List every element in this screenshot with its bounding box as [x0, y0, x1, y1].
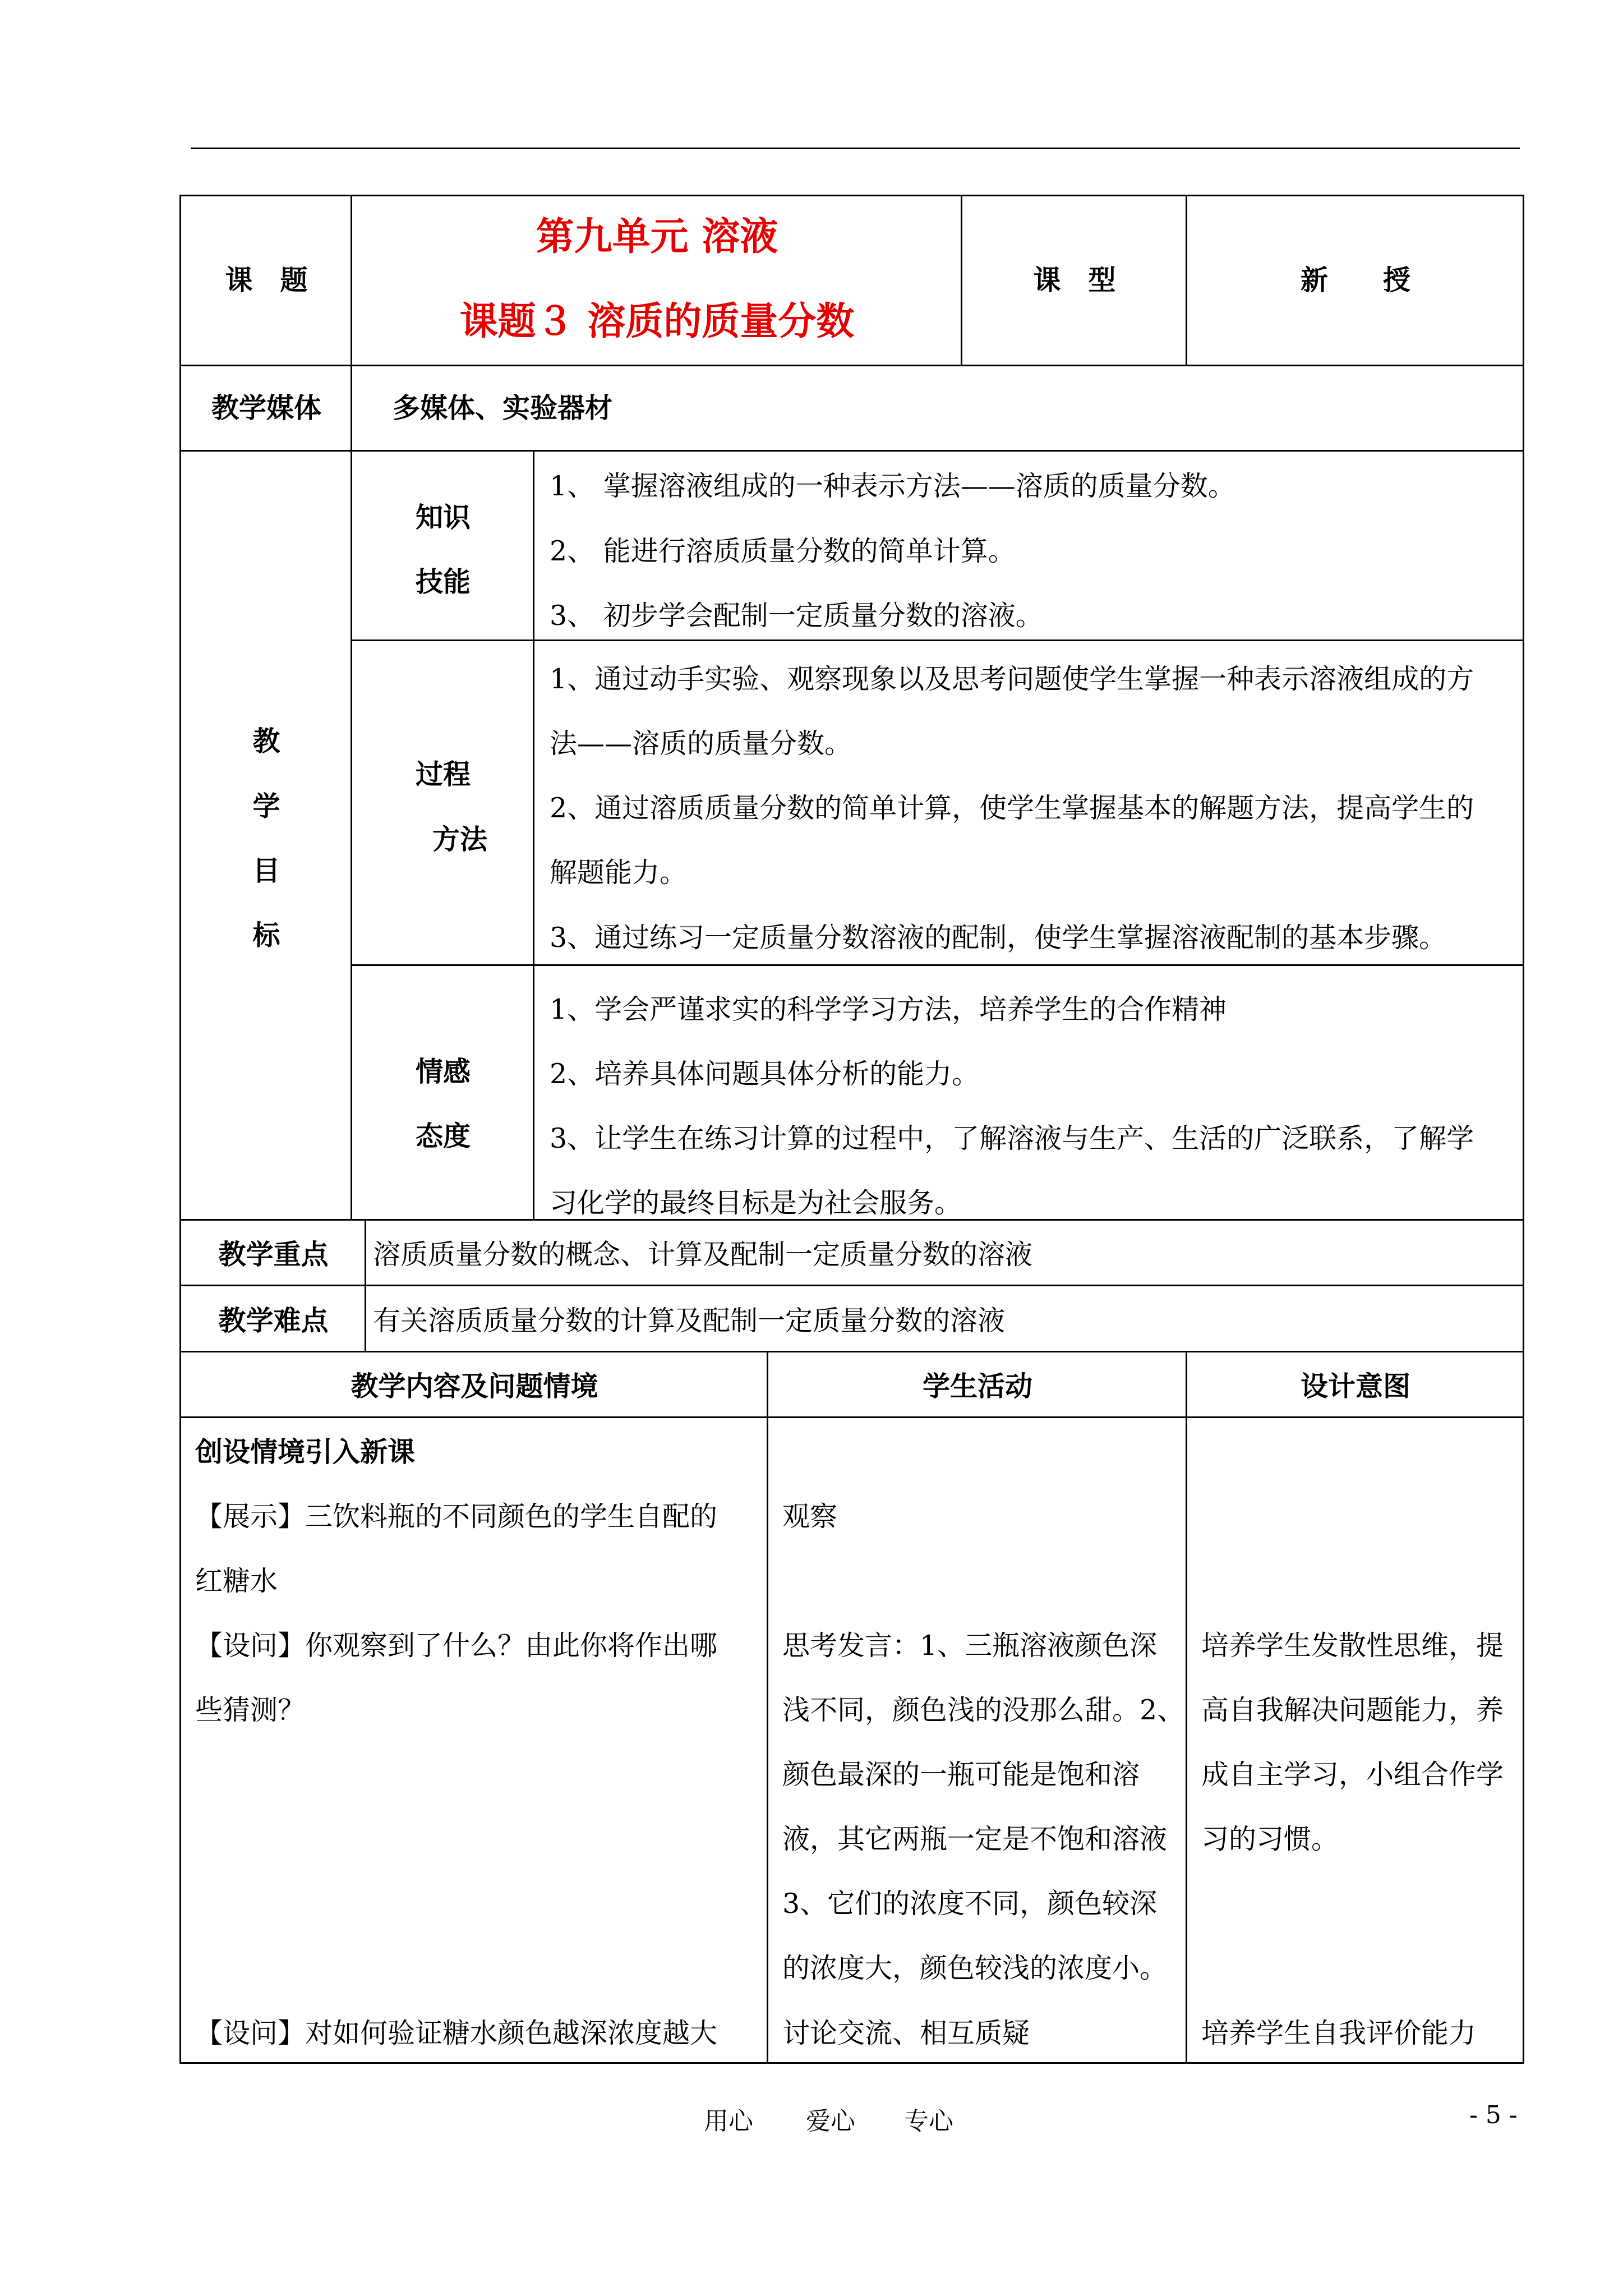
activity-line: 颜色最深的一瓶可能是饱和溶 — [782, 1759, 1140, 1791]
activity-line: 液，其它两瓶一定是不饱和溶液 — [782, 1823, 1168, 1855]
activity-line: 讨论交流、相互质疑 — [782, 2017, 1030, 2049]
content-line: 【设问】对如何验证糖水颜色越深浓度越大 — [195, 2017, 718, 2049]
header-content: 教学内容及问题情境 — [351, 1370, 598, 1402]
knowledge-item: 3、 初步学会配制一定质量分数的溶液。 — [550, 600, 1043, 632]
process-line: 1、通过动手实验、观察现象以及思考问题使学生掌握一种表示溶液组成的方 — [550, 663, 1474, 695]
header-student-activity: 学生活动 — [922, 1370, 1032, 1402]
process-line: 解题能力。 — [550, 857, 688, 889]
page-number: - 5 - — [1469, 2101, 1518, 2129]
row-rule — [179, 450, 1524, 452]
media-value: 多媒体、实验器材 — [393, 392, 613, 424]
label-emotion-1: 情感 — [415, 1055, 471, 1088]
footer-motto-3: 专心 — [904, 2107, 953, 2136]
table-border-right — [1523, 195, 1524, 2064]
row-rule — [179, 1351, 1524, 1352]
label-knowledge-2: 技能 — [415, 565, 471, 598]
label-difficulty: 教学难点 — [218, 1304, 329, 1337]
label-process-1: 过程 — [415, 758, 471, 790]
row-rule — [179, 365, 1524, 366]
col-rule — [365, 1219, 366, 1351]
content-line: 【设问】你观察到了什么？由此你将作出哪 — [195, 1630, 718, 1662]
label-process-2: 方法 — [432, 823, 487, 855]
col-rule — [961, 195, 962, 366]
label-emotion-2: 态度 — [415, 1120, 471, 1152]
label-goals-2: 学 — [252, 790, 280, 822]
col-rule — [351, 195, 352, 1221]
emotion-line: 1、学会严谨求实的科学学习方法，培养学生的合作精神 — [550, 993, 1227, 1025]
label-goals-1: 教 — [252, 725, 280, 757]
activity-line: 3、它们的浓度不同，颜色较深 — [782, 1888, 1158, 1920]
lesson-type-value: 新 授 — [1300, 264, 1410, 296]
activity-line: 思考发言：1、三瓶溶液颜色深 — [782, 1630, 1158, 1662]
activity-line: 浅不同，颜色浅的没那么甜。2、 — [782, 1694, 1185, 1726]
footer-motto-2: 爱心 — [806, 2107, 855, 2136]
label-media: 教学媒体 — [211, 392, 321, 424]
row-rule — [179, 1416, 1524, 1418]
row-rule — [351, 964, 1524, 966]
col-rule — [1186, 1351, 1187, 2064]
intent-line: 高自我解决问题能力，养 — [1201, 1694, 1504, 1726]
emotion-line: 2、培养具体问题具体分析的能力。 — [550, 1058, 980, 1090]
row-rule — [179, 1285, 1524, 1286]
table-border-bottom — [179, 2062, 1524, 2064]
label-knowledge-1: 知识 — [415, 501, 471, 533]
label-goals-4: 标 — [252, 919, 280, 951]
knowledge-item: 2、 能进行溶质质量分数的简单计算。 — [550, 535, 1016, 567]
process-line: 2、通过溶质质量分数的简单计算，使学生掌握基本的解题方法，提高学生的 — [550, 792, 1474, 824]
content-line: 红糖水 — [195, 1565, 278, 1597]
intent-line: 成自主学习，小组合作学 — [1201, 1759, 1504, 1791]
row-rule — [179, 1219, 1524, 1221]
col-rule — [767, 1351, 768, 2064]
label-key-point: 教学重点 — [218, 1238, 329, 1271]
intent-line: 培养学生发散性思维，提 — [1201, 1630, 1504, 1662]
process-line: 3、通过练习一定质量分数溶液的配制，使学生掌握溶液配制的基本步骤。 — [550, 922, 1447, 954]
table-border-left — [179, 195, 181, 2064]
activity-line: 观察 — [782, 1501, 838, 1533]
table-border-top — [179, 195, 1524, 196]
header-rule — [191, 148, 1520, 149]
activity-line: 的浓度大，颜色较浅的浓度小。 — [782, 1952, 1168, 1984]
row-rule — [351, 639, 1524, 641]
emotion-line: 习化学的最终目标是为社会服务。 — [550, 1187, 962, 1219]
lesson-title-line1: 第九单元 溶液 — [536, 214, 778, 259]
process-line: 法——溶质的质量分数。 — [550, 728, 852, 760]
label-title: 课 题 — [225, 264, 308, 296]
label-lesson-type: 课 型 — [1033, 264, 1116, 296]
col-rule — [1186, 195, 1187, 366]
knowledge-item: 1、 掌握溶液组成的一种表示方法——溶质的质量分数。 — [550, 470, 1235, 502]
difficulty-value: 有关溶质质量分数的计算及配制一定质量分数的溶液 — [373, 1305, 1006, 1337]
label-goals-3: 目 — [252, 854, 280, 887]
intent-line: 培养学生自我评价能力 — [1201, 2017, 1477, 2049]
key-point-value: 溶质质量分数的概念、计算及配制一定质量分数的溶液 — [373, 1239, 1033, 1271]
emotion-line: 3、让学生在练习计算的过程中，了解溶液与生产、生活的广泛联系，了解学 — [550, 1122, 1474, 1154]
header-design-intent: 设计意图 — [1300, 1370, 1410, 1402]
footer-motto-1: 用心 — [704, 2107, 753, 2136]
content-line: 【展示】三饮料瓶的不同颜色的学生自配的 — [195, 1501, 718, 1533]
intent-line: 习的习惯。 — [1201, 1823, 1339, 1855]
lesson-title-line2: 课题３ 溶质的质量分数 — [459, 299, 855, 344]
content-section-title: 创设情境引入新课 — [195, 1435, 416, 1468]
content-line: 些猜测？ — [195, 1694, 306, 1726]
